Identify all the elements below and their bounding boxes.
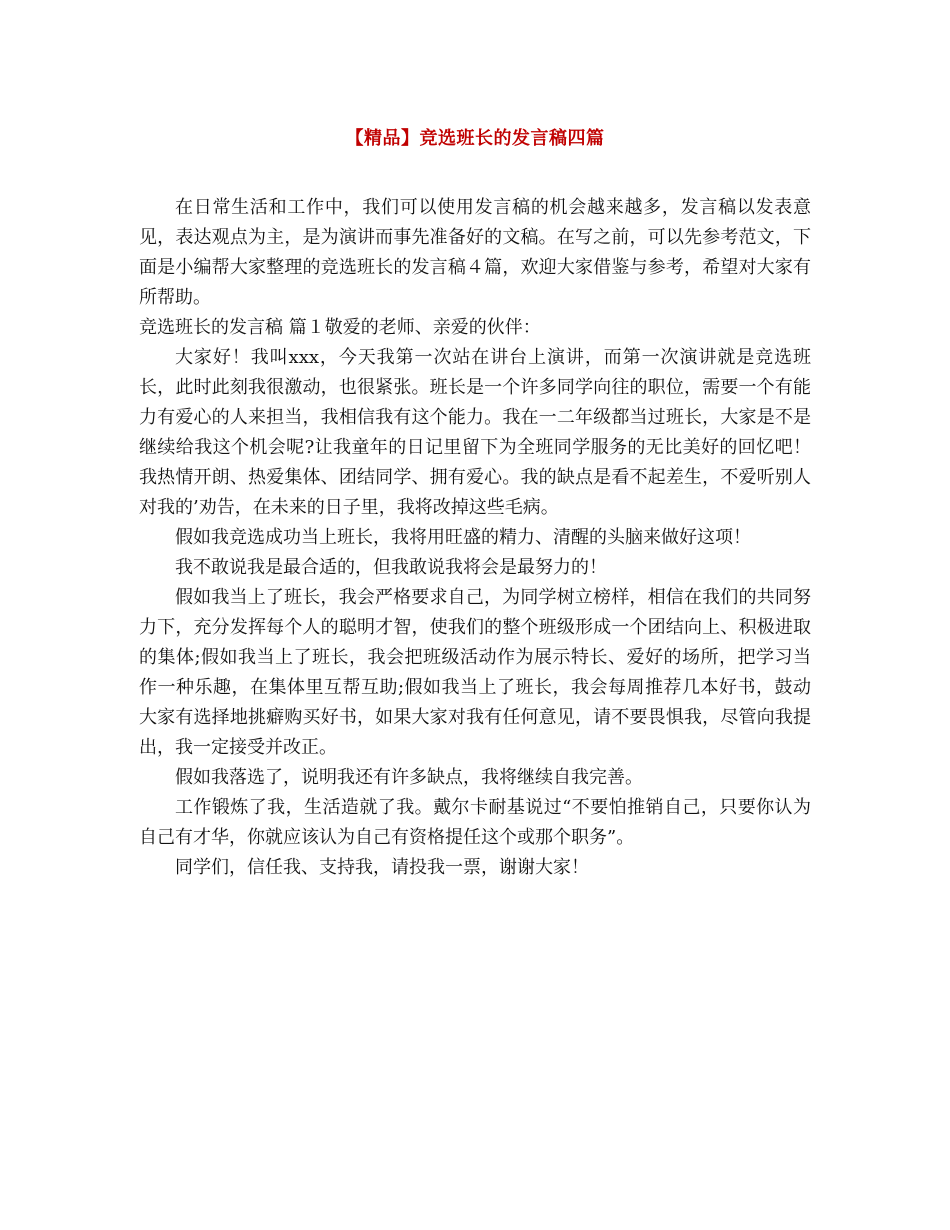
paragraph-plans: 假如我当上了班长，我会严格要求自己，为同学树立榜样，相信在我们的共同努力下，充分发挥每个人的聪明才智，使我们的整个班级形成一个团结向上、积极进取的集体;假如我当上了班长，我会把班级活动作为展示特长、爱好的场所，把学习当作一种乐趣，在集体里互帮互助;假如我当上了班长，我会每周推荐几本好书，鼓动大家有选择地挑癖购买好书，如果大家对我有任何意见，请不要畏惧我，尽管向我提出，我一定接受并改正。	[139, 587, 811, 758]
paragraph-closing: 同学们，信任我、支持我，请投我一票，谢谢大家！	[175, 857, 589, 878]
paragraph-intro: 在日常生活和工作中，我们可以使用发言稿的机会越来越多，发言稿以发表意见，表达观点为主，是为演讲而事先准备好的文稿。在写之前，可以先参考范文，下面是小编帮大家整理的竞选班长的发言稿４篇，欢迎大家借鉴与参考，希望对大家有所帮助。	[139, 197, 811, 308]
paragraph-most-effort: 我不敢说我是最合适的，但我敢说我将会是最努力的！	[175, 557, 607, 578]
paragraph-greeting: 大家好！我叫xxx，今天我第一次站在讲台上演讲，而第一次演讲就是竞选班长，此时此刻我很激动，也很紧张。班长是一个许多同学向往的职位，需要一个有能力有爱心的人来担当，我相信我有这个能力。我在一二年级都当过班长，大家是不是继续给我这个机会呢?让我童年的日记里留下为全班同学服务的无比美好的回忆吧！我热情开朗、热爱集体、团结同学、拥有爱心。我的缺点是看不起差生，不爱听别人对我的’劝告，在未来的日子里，我将改掉这些毛病。	[139, 347, 811, 518]
paragraph-quote: 工作锻炼了我，生活造就了我。戴尔卡耐基说过“不要怕推销自己，只要你认为自己有才华，你就应该认为自己有资格提任这个或那个职务”。	[139, 797, 811, 848]
paragraph-if-elected: 假如我竞选成功当上班长，我将用旺盛的精力、清醒的头脑来做好这项！	[175, 527, 751, 548]
document-title: 【精品】竞选班长的发言稿四篇	[345, 128, 605, 149]
paragraph-if-not-elected: 假如我落选了，说明我还有许多缺点，我将继续自我完善。	[175, 767, 643, 788]
paragraph-speech-heading: 竞选班长的发言稿 篇１敬爱的老师、亲爱的伙伴：	[139, 317, 541, 338]
document-body	[139, 193, 811, 883]
